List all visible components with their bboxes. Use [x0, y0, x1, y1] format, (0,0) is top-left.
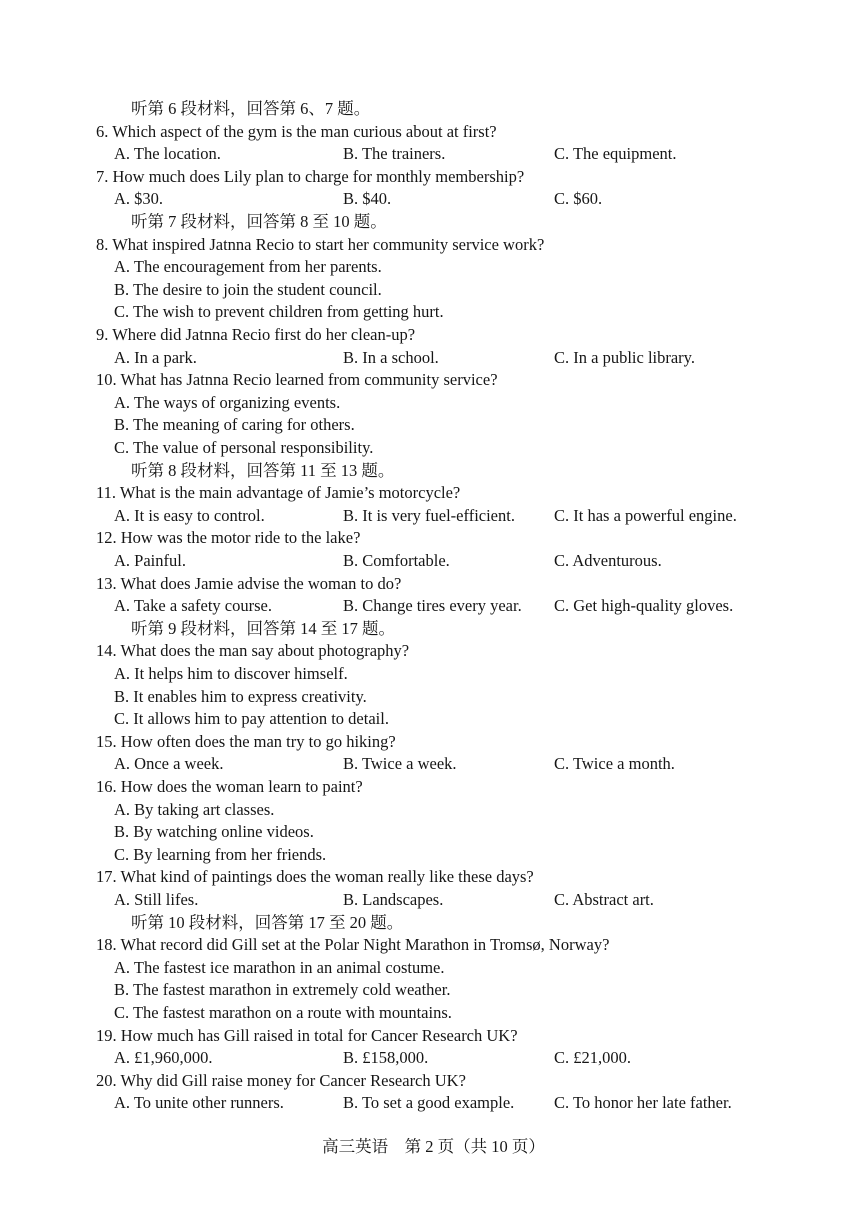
answer-option: B. It is very fuel-efficient.	[343, 505, 515, 525]
answer-option: B. By watching online videos.	[114, 822, 314, 842]
answer-option: B. The desire to join the student council.	[114, 279, 382, 299]
answer-option: A. In a park.	[114, 347, 197, 367]
answer-option: A. Take a safety course.	[114, 596, 272, 616]
answer-option: C. In a public library.	[554, 347, 695, 367]
question-text: 16. How does the woman learn to paint?	[96, 777, 363, 796]
answer-option: A. The encouragement from her parents.	[114, 257, 382, 277]
question-text: 7. How much does Lily plan to charge for monthly membership?	[96, 166, 525, 186]
answer-option: C. Adventurous.	[554, 551, 662, 570]
question-text: 20. Why did Gill raise money for Cancer Research UK?	[96, 1070, 466, 1090]
section-instruction: 听第 8 段材料，回答第 11 至 13 题。	[131, 460, 395, 480]
answer-option: A. The location.	[114, 144, 221, 164]
question-text: 14. What does the man say about photography?	[96, 641, 410, 661]
answer-option: B. £158,000.	[343, 1048, 429, 1068]
answer-option: C. Get high-quality gloves.	[554, 596, 734, 616]
section-instruction: 听第 6 段材料，回答第 6、7 题。	[131, 99, 371, 118]
answer-option: B. Comfortable.	[343, 551, 450, 570]
answer-option: C. To honor her late father.	[554, 1093, 732, 1113]
answer-option: C. £21,000.	[554, 1048, 632, 1068]
question-text: 15. How often does the man try to go hiking?	[96, 731, 396, 751]
answer-option: B. Twice a week.	[343, 754, 457, 774]
answer-option: A. $30.	[114, 189, 164, 209]
answer-option: C. Abstract art.	[554, 890, 654, 909]
answer-option: A. Painful.	[114, 551, 186, 570]
section-instruction: 听第 10 段材料，回答第 17 至 20 题。	[131, 912, 404, 932]
answer-option: C. $60.	[554, 189, 603, 209]
answer-option: A. It is easy to control.	[114, 505, 265, 525]
question-text: 9. Where did Jatnna Recio first do her clean-up?	[96, 325, 416, 344]
answer-option: C. The equipment.	[554, 144, 677, 164]
question-text: 13. What does Jamie advise the woman to do?	[96, 573, 402, 593]
section-instruction: 听第 7 段材料，回答第 8 至 10 题。	[131, 212, 387, 231]
answer-option: A. Still lifes.	[114, 890, 199, 909]
answer-option: A. By taking art classes.	[114, 799, 275, 819]
question-text: 19. How much has Gill raised in total for Cancer Research UK?	[96, 1025, 518, 1045]
question-text: 6. Which aspect of the gym is the man curious about at first?	[96, 121, 497, 141]
answer-option: A. Once a week.	[114, 754, 224, 774]
question-text: 12. How was the motor ride to the lake?	[96, 528, 361, 548]
answer-option: B. The trainers.	[343, 144, 446, 164]
answer-option: B. The fastest marathon in extremely cold weather.	[114, 980, 451, 1000]
answer-option: B. In a school.	[343, 347, 439, 367]
question-text: 11. What is the main advantage of Jamie’s motorcycle?	[96, 483, 461, 503]
answer-option: B. Landscapes.	[343, 890, 444, 909]
question-text: 10. What has Jatnna Recio learned from community service?	[96, 370, 498, 390]
answer-option: B. The meaning of caring for others.	[114, 415, 355, 435]
question-text: 8. What inspired Jatnna Recio to start her community service work?	[96, 234, 545, 254]
answer-option: C. The fastest marathon on a route with mountains.	[114, 1003, 452, 1022]
answer-option: A. The fastest ice marathon in an animal costume.	[114, 957, 445, 977]
answer-option: B. To set a good example.	[343, 1093, 515, 1113]
answer-option: B. Change tires every year.	[343, 596, 522, 616]
question-text: 17. What kind of paintings does the woman really like these days?	[96, 867, 534, 887]
answer-option: A. The ways of organizing events.	[114, 392, 341, 412]
answer-option: C. The value of personal responsibility.	[114, 438, 374, 457]
answer-option: C. By learning from her friends.	[114, 844, 327, 864]
page-footer: 高三英语 第 2 页（共 10 页）	[322, 1137, 545, 1156]
section-instruction: 听第 9 段材料，回答第 14 至 17 题。	[131, 618, 395, 638]
answer-option: A. £1,960,000.	[114, 1048, 213, 1068]
answer-option: A. It helps him to discover himself.	[114, 664, 348, 683]
answer-option: B. It enables him to express creativity.	[114, 686, 367, 706]
answer-option: C. Twice a month.	[554, 754, 675, 774]
answer-option: B. $40.	[343, 189, 392, 209]
question-text: 18. What record did Gill set at the Polar Night Marathon in Tromsø, Norway?	[96, 935, 610, 955]
answer-option: C. It has a powerful engine.	[554, 505, 737, 525]
answer-option: C. The wish to prevent children from getting hurt.	[114, 302, 444, 322]
answer-option: A. To unite other runners.	[114, 1093, 284, 1113]
answer-option: C. It allows him to pay attention to detail.	[114, 709, 389, 729]
